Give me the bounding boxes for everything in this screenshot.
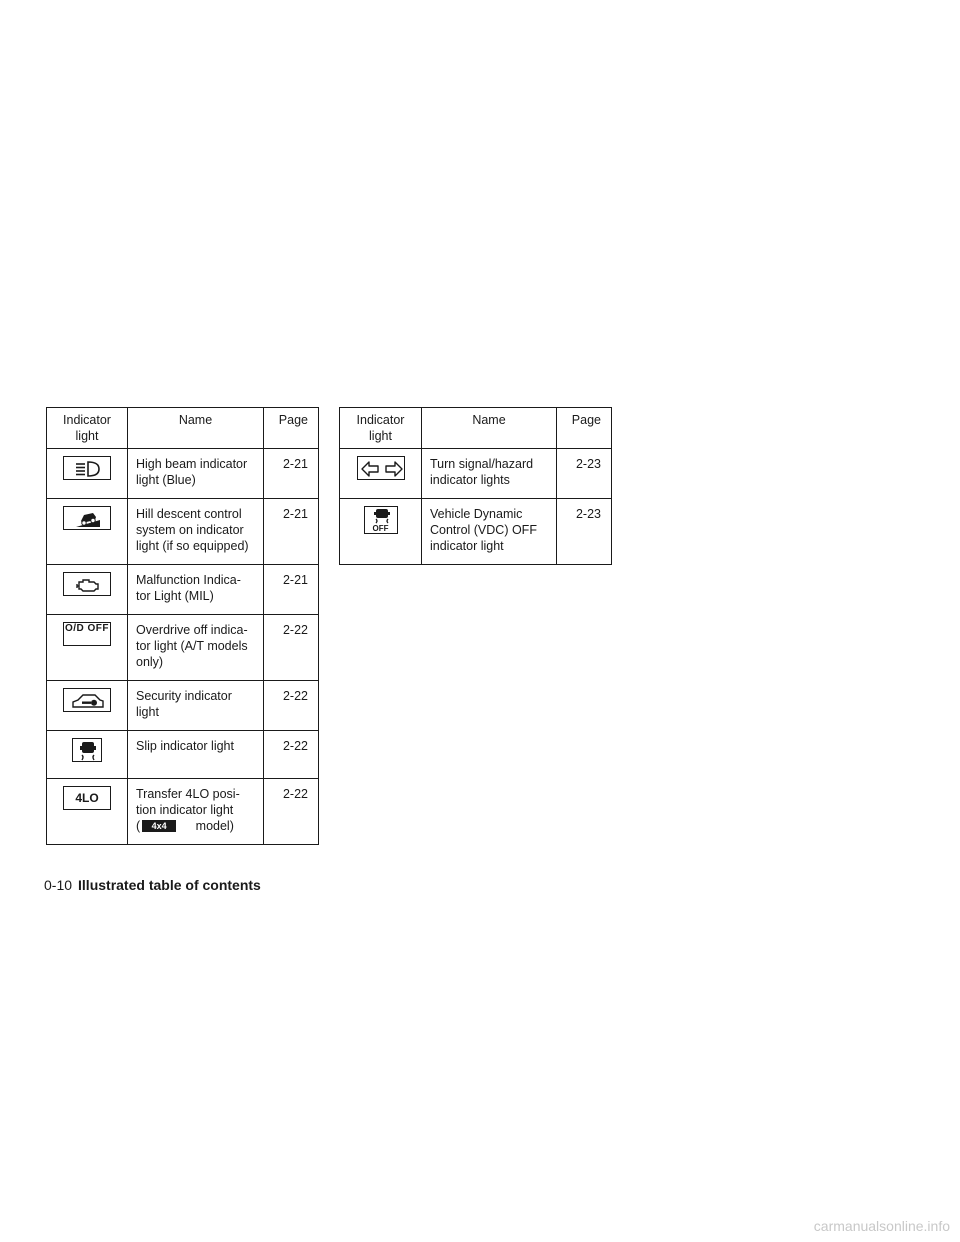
hill-descent-icon xyxy=(63,506,111,530)
row-name: Hill descent control system on indicator light (if so equipped) xyxy=(128,499,264,565)
transfer-4lo-icon xyxy=(63,786,111,810)
page-number: 0-10 xyxy=(44,877,73,893)
row-page: 2-23 xyxy=(557,499,612,565)
row-name: Turn signal/hazard indicator lights xyxy=(422,449,557,499)
table-header-row xyxy=(340,408,612,449)
table-row xyxy=(340,449,612,499)
od-off-icon xyxy=(63,622,111,646)
transfer-4lo-icon-text: 4LO xyxy=(75,791,99,805)
row-name: Overdrive off indica- tor light (A/T models only) xyxy=(128,615,264,681)
row-name-close: model) xyxy=(195,819,234,833)
table-row xyxy=(47,565,319,615)
header-page: Page xyxy=(557,408,612,449)
table-row xyxy=(47,499,319,565)
vdc-off-icon xyxy=(364,506,398,534)
row-name: Malfunction Indica- tor Light (MIL) xyxy=(128,565,264,615)
header-page: Page xyxy=(264,408,319,449)
table-row xyxy=(47,449,319,499)
row-page: 2-22 xyxy=(264,731,319,779)
section-title: Illustrated table of contents xyxy=(78,877,261,893)
4x4-badge-icon xyxy=(142,820,176,832)
slip-icon xyxy=(72,738,102,762)
indicator-table-right xyxy=(339,407,612,565)
high-beam-icon xyxy=(63,456,111,480)
row-page: 2-21 xyxy=(264,499,319,565)
page-footer xyxy=(44,876,261,894)
row-name: High beam indicator light (Blue) xyxy=(128,449,264,499)
row-page: 2-21 xyxy=(264,565,319,615)
row-name: Vehicle Dynamic Control (VDC) OFF indicator light xyxy=(422,499,557,565)
indicator-table-left xyxy=(46,407,319,845)
table-row xyxy=(47,779,319,845)
row-page: 2-22 xyxy=(264,681,319,731)
row-page: 2-22 xyxy=(264,615,319,681)
table-row xyxy=(47,681,319,731)
watermark: carmanualsonline.info xyxy=(813,1218,950,1234)
header-indicator-light: Indicator light xyxy=(340,408,422,449)
row-name-text: Transfer 4LO posi- tion indicator light xyxy=(136,787,240,817)
header-name: Name xyxy=(422,408,557,449)
table-row xyxy=(340,499,612,565)
row-page: 2-23 xyxy=(557,449,612,499)
vdc-off-icon-text: OFF xyxy=(372,524,389,533)
header-indicator-light: Indicator light xyxy=(47,408,128,449)
row-name xyxy=(128,779,264,845)
table-row xyxy=(47,731,319,779)
row-page: 2-22 xyxy=(264,779,319,845)
row-name: Security indicator light xyxy=(128,681,264,731)
table-row xyxy=(47,615,319,681)
engine-malfunction-icon xyxy=(63,572,111,596)
row-name-open: ( xyxy=(136,819,141,833)
od-off-icon-text: O/D OFF xyxy=(64,623,110,634)
row-page: 2-21 xyxy=(264,449,319,499)
row-name: Slip indicator light xyxy=(128,731,264,779)
turn-signal-arrows-icon xyxy=(357,456,405,480)
table-header-row xyxy=(47,408,319,449)
security-car-key-icon xyxy=(63,688,111,712)
header-name: Name xyxy=(128,408,264,449)
4x4-badge-text: 4x4 xyxy=(151,821,167,831)
